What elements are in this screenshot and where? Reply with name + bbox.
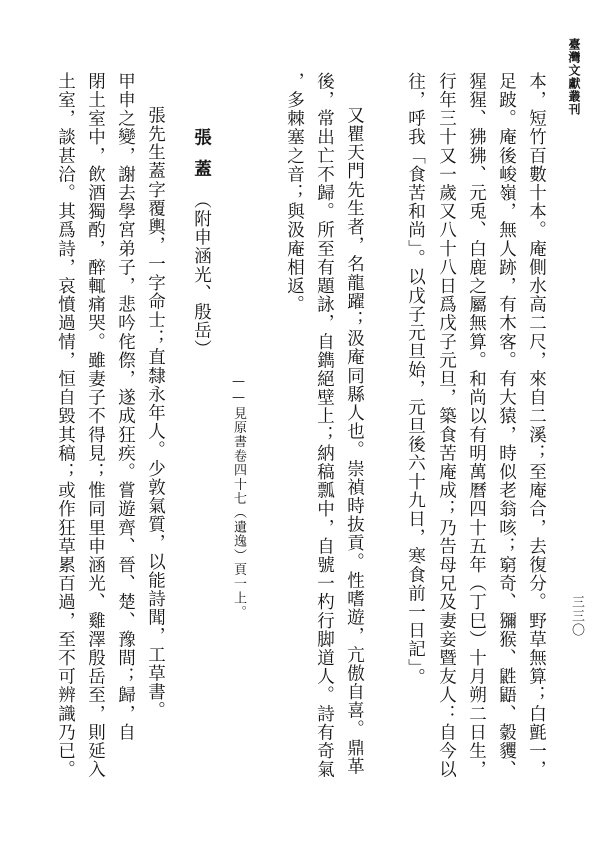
text-column: 本，短竹百數十本。庵側水高二尺，來自二溪；至庵合，去復分。野草無算；白氈一，	[526, 72, 547, 779]
text-column: 猩猩、狒狒、元兎、白鹿之屬無算。和尚以有明萬曆四十五年（丁巳）十月朔二日生，	[466, 72, 487, 779]
series-title: 臺灣文獻叢刊	[567, 38, 581, 116]
text-column: 往，呼我「食苦和尚」。以戊子元旦始，元旦後六十九日，寒食前一日記」。	[405, 72, 426, 687]
text-column: 閉土室中，飲酒獨酌，醉輒痛哭。雖妻子不得見；惟同里申涵光、雞澤殷岳至，則延入	[85, 72, 106, 779]
text-column: 甲申之變，謝去學宮弟子，悲吟侘傺，遂成狂疾。嘗遊齊、晉、楚、豫間；歸，自	[115, 72, 136, 742]
page-number: 三三〇	[569, 595, 584, 637]
text-column: 足跛。庵後峻嶺，無人跡，有木客。有大猿，時似老翁咳；窮奇、獼猴、鼪鼯、豰貜、	[496, 72, 517, 779]
text-column: 土室，談甚洽。其爲詩，哀憤過情，恒自毀其稿；或作狂草累百過，至不可辨識乃已。	[55, 72, 76, 779]
text-column: 行年三十又一歲又八十八日爲戊子元旦，築食苦庵成；乃告母兄及妻妾暨友人：自今以	[436, 72, 457, 779]
text-column: 張先生蓋字覆輿，一字命士；直隸永年人。少敦氣質，以能詩聞，工草書。	[145, 106, 166, 720]
section-heading	[192, 128, 210, 358]
heading-note: （附申涵光、殷岳）	[191, 191, 212, 359]
text-column: 後，常出亡不歸。所至有題詠，自鐫絕壁上；納稿瓢中，自號一杓行脚道人。詩有奇氣	[314, 72, 335, 779]
heading-name: 張蓋	[191, 128, 212, 191]
text-column: ，多棘塞之音；與汲庵相返。	[284, 72, 305, 314]
source-note: ——見原書卷四十七（遺逸）頁一上。	[231, 374, 246, 620]
text-column: 又瞿天門先生者，名龍躍；汲庵同縣人也。崇禎時抜貢。性嗜遊，亢傲自喜。鼎革	[344, 106, 365, 776]
